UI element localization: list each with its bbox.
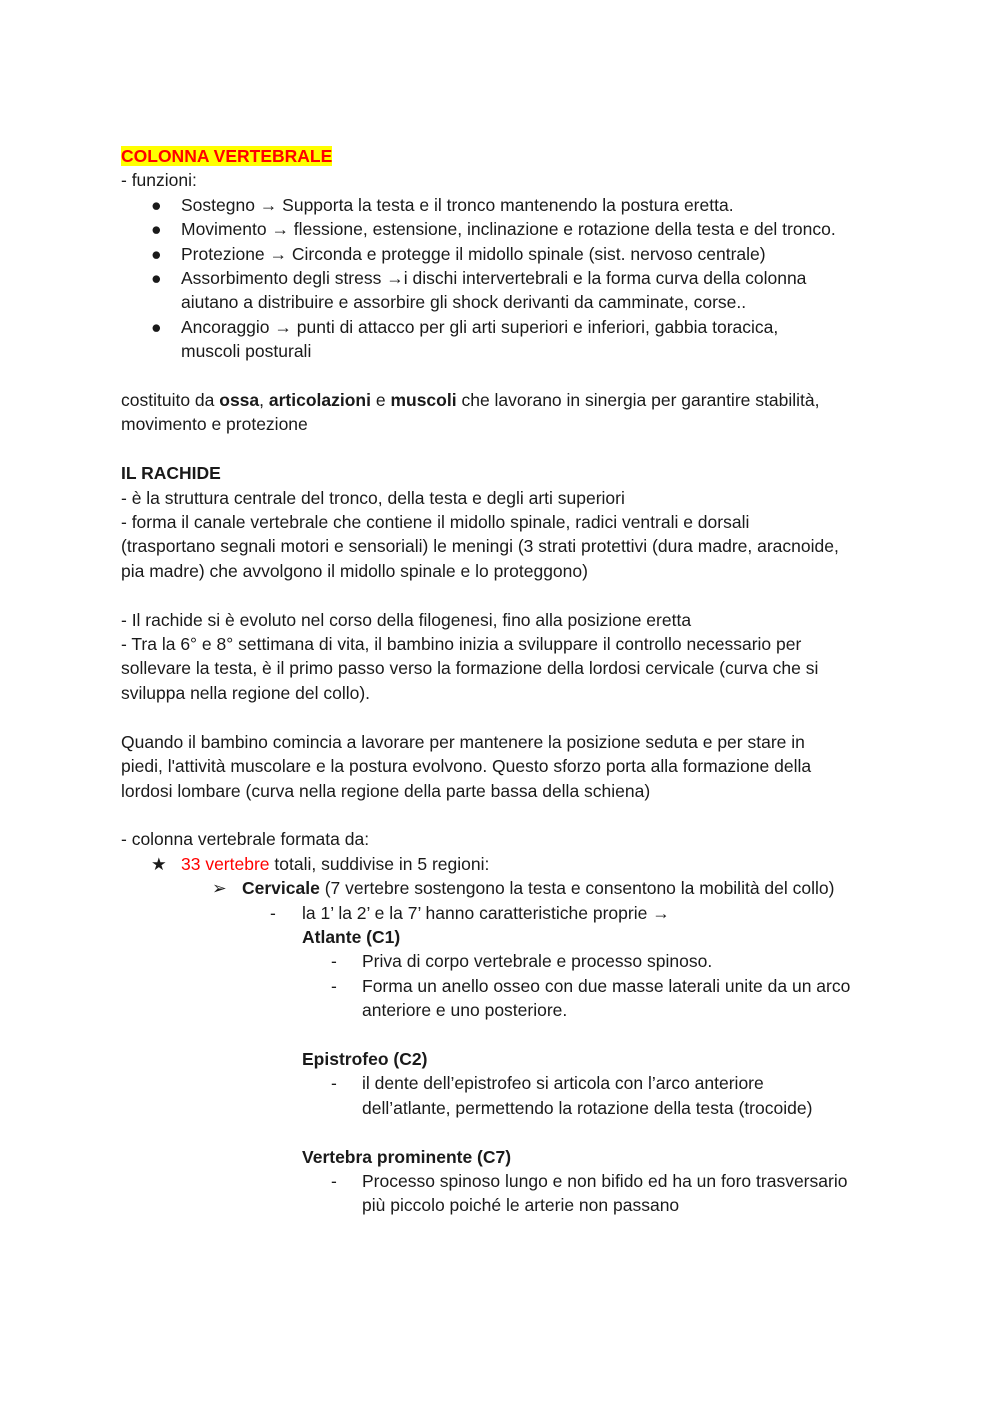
formata-label: - colonna vertebrale formata da:: [121, 829, 370, 850]
dash-bullet-icon: -: [270, 902, 276, 923]
star-icon: ★: [151, 853, 167, 874]
paragraph-line: sollevare la testa, è il primo passo verso la formazione della lordosi cervicale (curva che si: [121, 658, 819, 679]
list-item: - la 1’ la 2’ e la 7’ hanno caratteristiche proprie →: [121, 901, 891, 925]
bullet-icon: ●: [151, 194, 162, 215]
bullet-icon: ●: [151, 268, 162, 289]
paragraph-line: piedi, l'attività muscolare e la postura evolvono. Questo sforzo porta alla formazione della: [121, 756, 812, 777]
arrow-bullet-icon: ➢: [212, 878, 227, 899]
paragraph-line: lordosi lombare (curva nella regione della parte bassa della schiena): [121, 780, 651, 801]
list-item: ● Movimento → flessione, estensione, inclinazione e rotazione della testa e del tronco.: [121, 217, 891, 241]
dash-bullet-icon: -: [331, 1073, 337, 1094]
cervicale-label: Cervicale: [242, 878, 320, 899]
paragraph-line: pia madre) che avvolgono il midollo spinale e lo proteggono): [121, 560, 588, 581]
atlante-heading: Atlante (C1): [302, 926, 401, 947]
paragraph-line: sviluppa nella regione del collo).: [121, 682, 371, 703]
paragraph-line: Quando il bambino comincia a lavorare per mantenere la posizione seduta e per stare in: [121, 731, 805, 752]
costituito-paragraph-cont: movimento e protezione: [121, 414, 308, 435]
rachide-heading: IL RACHIDE: [121, 463, 221, 484]
dash-bullet-icon: -: [331, 1170, 337, 1191]
paragraph-line: (trasportano segnali motori e sensoriali) le meningi (3 strati protettivi (dura madre, aracnoide,: [121, 536, 839, 557]
list-item: ★ 33 vertebre totali, suddivise in 5 regioni:: [121, 852, 891, 876]
bullet-icon: ●: [151, 316, 162, 337]
list-item: ● Ancoraggio → punti di attacco per gli arti superiori e inferiori, gabbia toracica, muscoli posturali: [151, 316, 779, 362]
list-item: ● Assorbimento degli stress →i dischi intervertebrali e la forma curva della colonna aiutano a distribuire e assorbire gli shock derivanti da camminate, corse..: [151, 268, 807, 313]
paragraph-line: - è la struttura centrale del tronco, della testa e degli arti superiori: [121, 487, 625, 508]
bullet-icon: ●: [151, 243, 162, 264]
vertebre-count: 33 vertebre: [181, 853, 270, 874]
list-item: ● Protezione → Circonda e protegge il midollo spinale (sist. nervoso centrale): [121, 242, 891, 266]
list-item: - il dente dell’epistrofeo si articola con l’arco anteriore dell’atlante, permettendo la rotazione della testa (trocoide): [331, 1073, 813, 1118]
list-item: - Processo spinoso lungo e non bifido ed ha un foro trasversario più piccolo poiché le arterie non passano: [331, 1170, 848, 1216]
list-item: ● Sostegno → Supporta la testa e il tronco mantenendo la postura eretta.: [121, 193, 891, 217]
paragraph-line: - Il rachide si è evoluto nel corso della filogenesi, fino alla posizione eretta: [121, 609, 692, 630]
paragraph-line: - Tra la 6° e 8° settimana di vita, il bambino inizia a sviluppare il controllo necessario per: [121, 634, 802, 655]
costituito-paragraph: costituito da ossa, articolazioni e muscoli che lavorano in sinergia per garantire stabilità,: [121, 390, 820, 411]
list-item: ➢ Cervicale (7 vertebre sostengono la testa e consentono la mobilità del collo): [121, 876, 891, 900]
bullet-icon: ●: [151, 219, 162, 240]
list-item: - Priva di corpo vertebrale e processo spinoso.: [121, 949, 891, 973]
paragraph-line: - forma il canale vertebrale che contiene il midollo spinale, radici ventrali e dorsali: [121, 512, 750, 533]
dash-bullet-icon: -: [331, 951, 337, 972]
section-title: COLONNA VERTEBRALE: [121, 146, 333, 166]
list-item: - Forma un anello osseo con due masse laterali unite da un arco anteriore e uno posteriore.: [331, 975, 851, 1021]
document-body: [121, 144, 891, 1218]
epistrofeo-heading: Epistrofeo (C2): [302, 1048, 428, 1069]
dash-bullet-icon: -: [331, 975, 337, 996]
funzioni-label: - funzioni:: [121, 170, 197, 191]
prominente-heading: Vertebra prominente (C7): [302, 1146, 512, 1167]
